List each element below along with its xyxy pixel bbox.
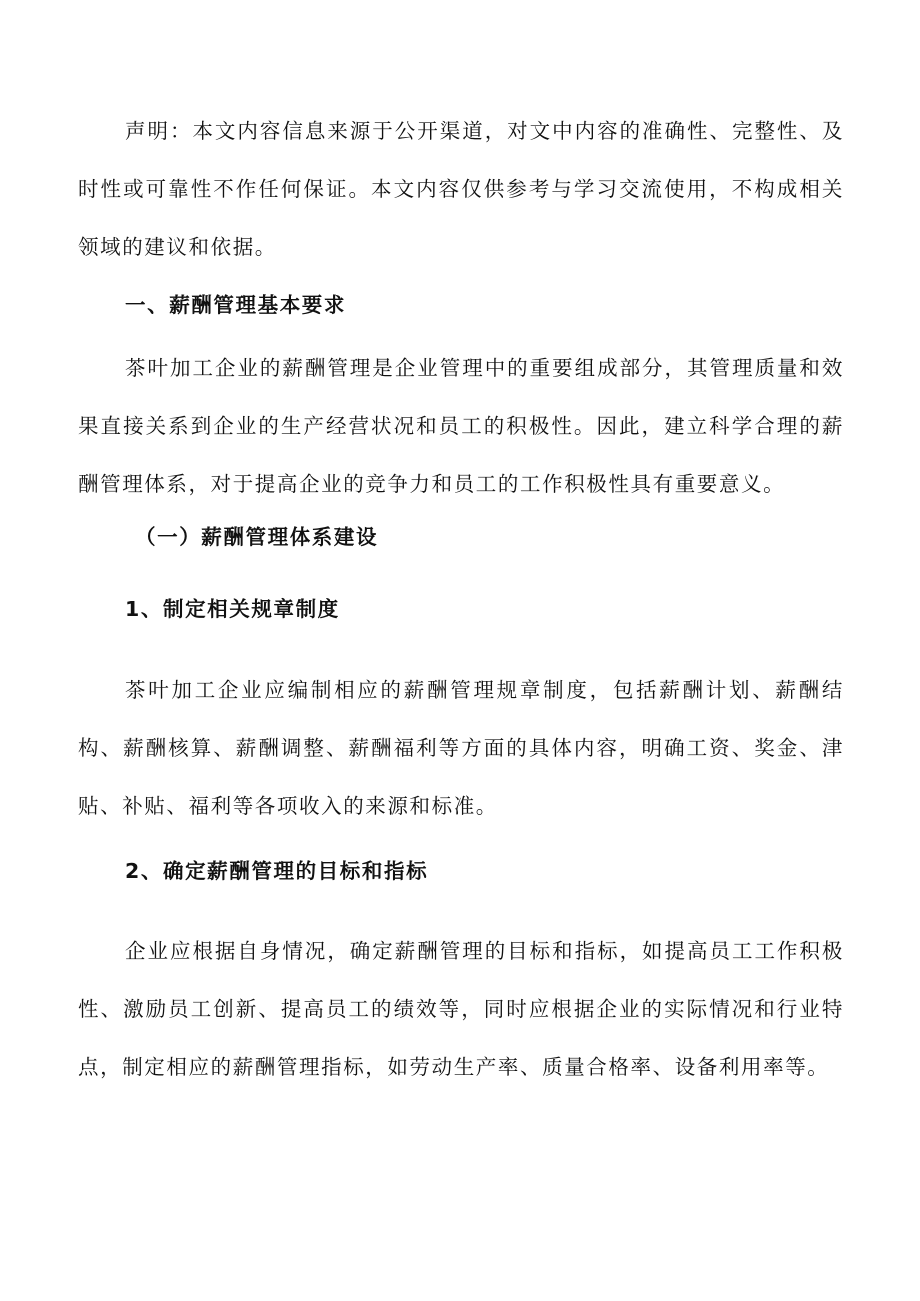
section-title: 一、薪酬管理基本要求 <box>125 293 346 317</box>
item-1-paragraph: 茶叶加工企业应编制相应的薪酬管理规章制度，包括薪酬计划、薪酬结构、薪酬核算、薪酬调整、薪酬福利等方面的具体内容，明确工资、奖金、津贴、补贴、福利等各项收入的来源和标准。 <box>78 678 844 818</box>
intro-paragraph: 茶叶加工企业的薪酬管理是企业管理中的重要组成部分，其管理质量和效果直接关系到企业的生产经营状况和员工的积极性。因此，建立科学合理的薪酬管理体系，对于提高企业的竞争力和员工的工作积极性具有重要意义。 <box>78 356 844 496</box>
disclaimer-paragraph: 声明：本文内容信息来源于公开渠道，对文中内容的准确性、完整性、及时性或可靠性不作任何保证。本文内容仅供参考与学习交流使用，不构成相关领域的建议和依据。 <box>78 119 844 259</box>
subsection-title: （一）薪酬管理体系建设 <box>135 525 379 549</box>
item-2-title: 2、确定薪酬管理的目标和指标 <box>125 859 429 883</box>
item-2-paragraph: 企业应根据自身情况，确定薪酬管理的目标和指标，如提高员工工作积极性、激励员工创新、提高员工的绩效等，同时应根据企业的实际情况和行业特点，制定相应的薪酬管理指标，如劳动生产率、质量合格率、设备利用率等。 <box>78 939 844 1079</box>
item-1-title: 1、制定相关规章制度 <box>125 597 340 621</box>
